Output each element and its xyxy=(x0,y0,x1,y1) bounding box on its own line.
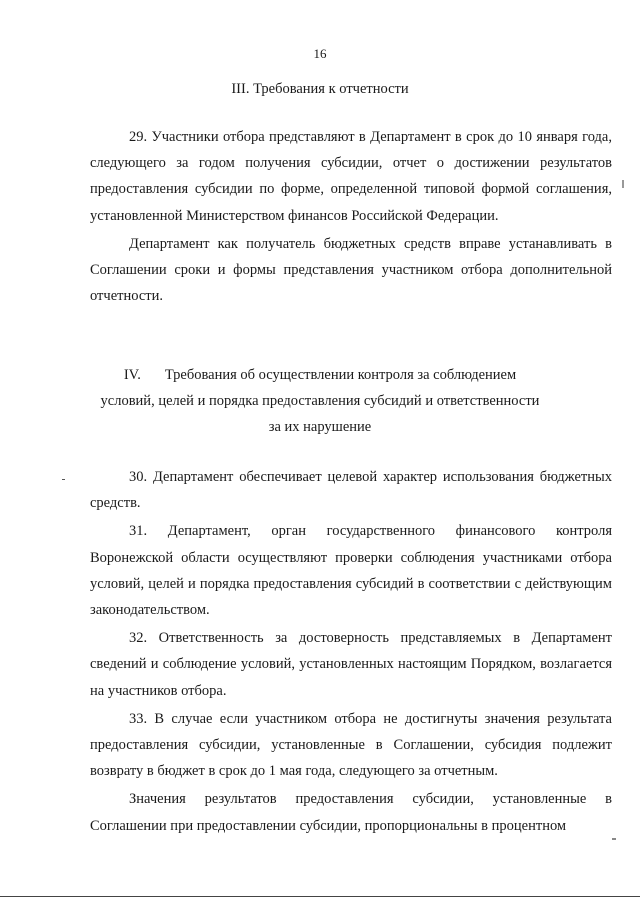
paragraph-32: 32. Ответственность за достоверность представляемых в Департамент сведений и соблюдение условий, установленных настоящим Порядком, возлагается на участников отбора. xyxy=(90,630,612,699)
section-4-title-line-1: Требования об осуществлении контроля за соблюдением xyxy=(164,367,517,383)
section-4-title-line-2: условий, целей и порядка предоставления субсидий и ответственности xyxy=(100,393,540,409)
scan-artifact xyxy=(612,838,616,840)
section-3-body xyxy=(90,124,612,309)
page-bottom-edge xyxy=(0,896,640,897)
paragraph-33-continued: Значения результатов предоставления субсидии, установленные в Соглашении при предоставлении субсидии, пропорциональны в процентном xyxy=(90,791,612,834)
section-4-heading-line-1 xyxy=(0,362,640,388)
paragraph-33: 33. В случае если участником отбора не достигнуты значения результата предоставления субсидии, установленные в Соглашении, субсидия подлежит возврату в бюджет в срок до 1 мая года, следующего за отчетным. xyxy=(90,710,612,780)
section-4-number: IV. xyxy=(123,367,141,383)
section-4-heading xyxy=(0,362,640,440)
section-3-heading: III. Требования к отчетности xyxy=(231,81,409,97)
paragraph-30: 30. Департамент обеспечивает целевой характер использования бюджетных средств. xyxy=(90,469,612,512)
page-number: 16 xyxy=(313,46,327,61)
section-4-body xyxy=(90,464,612,839)
scan-artifact xyxy=(62,479,65,480)
paragraph-29-continued: Департамент как получатель бюджетных средств вправе устанавливать в Соглашении сроки и формы представления участником отбора дополнительной отчетности. xyxy=(90,235,612,305)
paragraph-29: 29. Участники отбора представляют в Департамент в срок до 10 января года, следующего за годом получения субсидии, отчет о достижении результатов предоставления субсидии по форме, определенной типовой формой соглашения, установленной Министерством финансов Российской Федерации. xyxy=(90,129,612,224)
paragraph-31: 31. Департамент, орган государственного финансового контроля Воронежской области осуществляют проверки соблюдения участниками отбора условий, целей и порядка предоставления субсидий в соответствии с действующим законодательством. xyxy=(90,523,612,619)
section-4-title-line-3: за их нарушение xyxy=(268,419,372,435)
scan-artifact xyxy=(622,180,624,188)
